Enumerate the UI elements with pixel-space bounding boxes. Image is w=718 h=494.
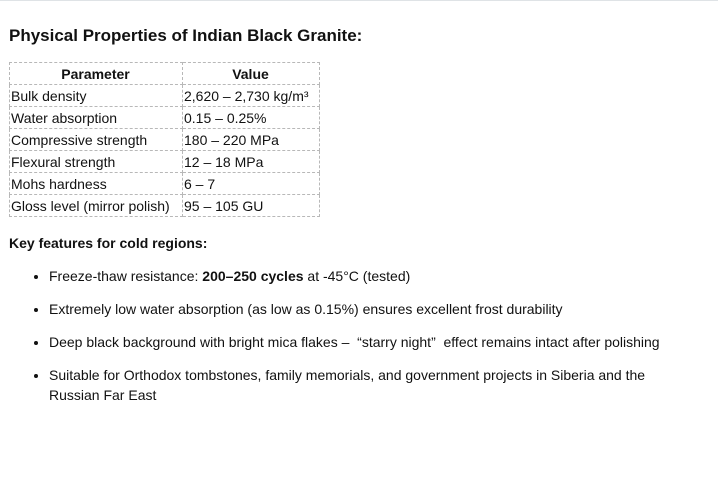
table-row [10, 195, 320, 217]
table-row [10, 151, 320, 173]
table-header-row [10, 63, 320, 85]
cell-parameter: Bulk density [10, 85, 183, 107]
table-row [10, 173, 320, 195]
features-list [9, 266, 709, 405]
cell-parameter: Gloss level (mirror polish) [10, 195, 183, 217]
cell-parameter: Flexural strength [10, 151, 183, 173]
list-item-freeze-thaw [49, 266, 709, 286]
column-header-value: Value [183, 63, 320, 85]
table-row [10, 129, 320, 151]
cell-value: 180 – 220 MPa [183, 129, 320, 151]
list-item-suitability: • Suitable for Orthodox tombstones, family memorials, and government projects in Siberia and the Russian Far East [49, 365, 709, 405]
properties-table [9, 62, 320, 217]
cell-parameter: Water absorption [10, 107, 183, 129]
cell-value: 2,620 – 2,730 kg/m³ [183, 85, 320, 107]
cell-value: 0.15 – 0.25% [183, 107, 320, 129]
column-header-parameter: Parameter [10, 63, 183, 85]
list-item-water-absorption: • Extremely low water absorption (as low as 0.15%) ensures excellent frost durability [49, 299, 709, 319]
table-row [10, 85, 320, 107]
freeze-thaw-cycles: 200–250 cycles [202, 268, 304, 284]
features-heading: Key features for cold regions: [9, 235, 208, 251]
table-row [10, 107, 320, 129]
freeze-thaw-label: Freeze-thaw resistance: [49, 268, 203, 284]
cell-value: 12 – 18 MPa [183, 151, 320, 173]
cell-parameter: Compressive strength [10, 129, 183, 151]
cell-value: 6 – 7 [183, 173, 320, 195]
document-content [9, 25, 709, 418]
cell-value: 95 – 105 GU [183, 195, 320, 217]
page-title: Physical Properties of Indian Black Granite: [9, 26, 363, 45]
freeze-thaw-suffix: at -45°C (tested) [303, 268, 411, 284]
cell-parameter: Mohs hardness [10, 173, 183, 195]
list-item-black-background: • Deep black background with bright mica flakes – “starry night” effect remains intact after polishing [49, 332, 709, 352]
